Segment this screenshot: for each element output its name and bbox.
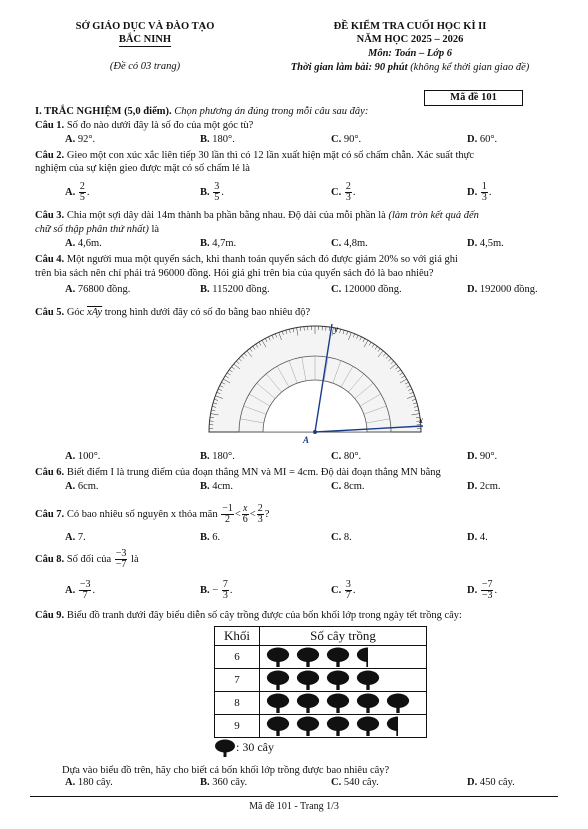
page-footer: Mã đề 101 - Trang 1/3 [249,801,339,812]
question-8: Câu 8. Số đối của $\frac{-3}{-7}$ là [35,548,139,570]
question-2-cont: nghiệm của sự kiện gieo được mặt có số chấm lẻ là [35,163,250,174]
grade-cell: 8 [215,692,260,715]
q9-options: A. 180 cây. B. 360 cây. C. 540 cây. D. 450 cây. [65,777,515,788]
tree-icon [354,670,382,690]
department-name: SỞ GIÁO DỤC VÀ ĐÀO TẠO [75,21,215,32]
question-6: Câu 6. Biết điểm I là trung điểm của đoạn thẳng MN và MI = 4cm. Độ dài đoạn thẳng MN bằng [35,467,441,478]
tree-icon [264,716,292,736]
q8-options: A. $\frac{-3}{7}$ . B. − $\frac{7}{3}$ . C. $\frac{3}{7}$ . D. $\frac{-7}{-3}$ . [65,579,498,601]
exam-title: ĐỀ KIỂM TRA CUỐI HỌC KÌ II [333,21,487,32]
tree-icon [264,647,292,667]
q7-options: A. 7. B. 6. C. 8. D. 4. [65,532,488,543]
tree-icon [384,693,412,713]
question-2: Câu 2. Gieo một con xúc xắc liên tiếp 30 lần thì có 12 lần xuất hiện mặt có số chấm chẵn. Xác suất thực [35,150,475,161]
pictogram-legend: : 30 cây [214,739,274,757]
trees-cell [260,646,427,669]
question-9-prompt: Dựa vào biểu đồ trên, hãy cho biết cả bốn khối lớp trồng được bao nhiêu cây? [62,765,390,776]
grade-cell: 9 [215,715,260,738]
grade-cell: 7 [215,669,260,692]
tree-icon [294,670,322,690]
page-count-note: (Đề có 03 trang) [109,61,181,72]
tree-icon [294,693,322,713]
pictogram-row [215,669,427,692]
tree-icon [294,716,322,736]
q5-options: A. 100°. B. 180°. C. 80°. D. 90°. [65,451,498,462]
section-title: I. TRẮC NGHIỆM (5,0 điểm). Chọn phương án đúng trong mỗi câu sau đây: [35,106,369,117]
half-tree-icon [354,647,382,667]
tree-icon [354,716,382,736]
question-9: Câu 9. Biểu đồ tranh dưới đây biểu diễn số cây trồng được của bốn khối lớp trong ngày tết trồng cây: [35,610,462,621]
protractor-figure [195,322,435,447]
question-4: Câu 4. Một người mua một quyển sách, khi thanh toán quyển sách đó được giảm 20% so với giá ghi [35,254,458,265]
question-5: Câu 5. Góc $\overline{xAy}$ trong hình dưới đây có số đo bằng bao nhiêu độ? [35,307,311,318]
col-header-grade: Khối [215,627,260,646]
pictogram [214,626,427,738]
subject: Môn: Toán – Lớp 6 [367,48,452,59]
pictogram-table [214,626,427,738]
label-x: x [419,415,423,425]
grade-cell: 6 [215,646,260,669]
pictogram-row [215,646,427,669]
tree-icon [264,670,292,690]
trees-cell [260,692,427,715]
tree-icon [354,693,382,713]
label-a: A [303,435,310,445]
half-tree-icon [384,716,412,736]
protractor [209,326,421,432]
q4-options: A. 76800 đồng. B. 115200 đồng. C. 120000 đồng. D. 192000 đồng. [65,284,538,295]
question-7: Câu 7. Có bao nhiêu số nguyên x thỏa mãn $\frac{-1}{2}$ < $\frac{x}{6}$ < $\frac{2}{3}$ ? [35,503,270,525]
tree-icon [324,716,352,736]
tree-icon [214,739,236,757]
col-header-trees: Số cây trồng [260,627,427,646]
tree-icon [294,647,322,667]
question-1: Câu 1. Số đo nào dưới đây là số đo của một góc tù? [35,120,254,131]
province-name: BẮC NINH [118,34,172,45]
tree-icon [264,693,292,713]
time-limit: Thời gian làm bài: 90 phút (không kể thời gian giao đề) [290,62,530,73]
tree-icon [324,693,352,713]
label-y: y [334,324,338,334]
pictogram-row [215,692,427,715]
pictogram-row [215,715,427,738]
q6-options: A. 6cm. B. 4cm. C. 8cm. D. 2cm. [65,481,501,492]
exam-code-box: Mã đề 101 [424,90,523,106]
q1-options: A. 92°. B. 180°. C. 90°. D. 60°. [65,134,498,145]
q3-options: A. 4,6m. B. 4,7m. C. 4,8m. D. 4,5m. [65,238,504,249]
school-year: NĂM HỌC 2025 – 2026 [356,34,464,45]
footer-divider [30,796,558,797]
tree-icon [324,647,352,667]
q2-options: A. $\frac{2}{5}$ . B. $\frac{3}{5}$ . C. $\frac{2}{3}$ . D. $\frac{1}{3}$ . [65,181,492,203]
question-3-cont: chữ số thập phân thứ nhất) là [35,224,160,235]
tree-icon [324,670,352,690]
question-3: Câu 3. Chia một sợi dây dài 14m thành ba phần bằng nhau. Độ dài của mỗi phần là (làm tròn kết quả đến [35,210,479,221]
question-4-cont: trên bìa sách nên chỉ phải trả 96000 đồng. Hỏi giá ghi trên bìa của quyển sách đó là bao nhiêu? [35,268,434,279]
trees-cell [260,715,427,738]
trees-cell [260,669,427,692]
